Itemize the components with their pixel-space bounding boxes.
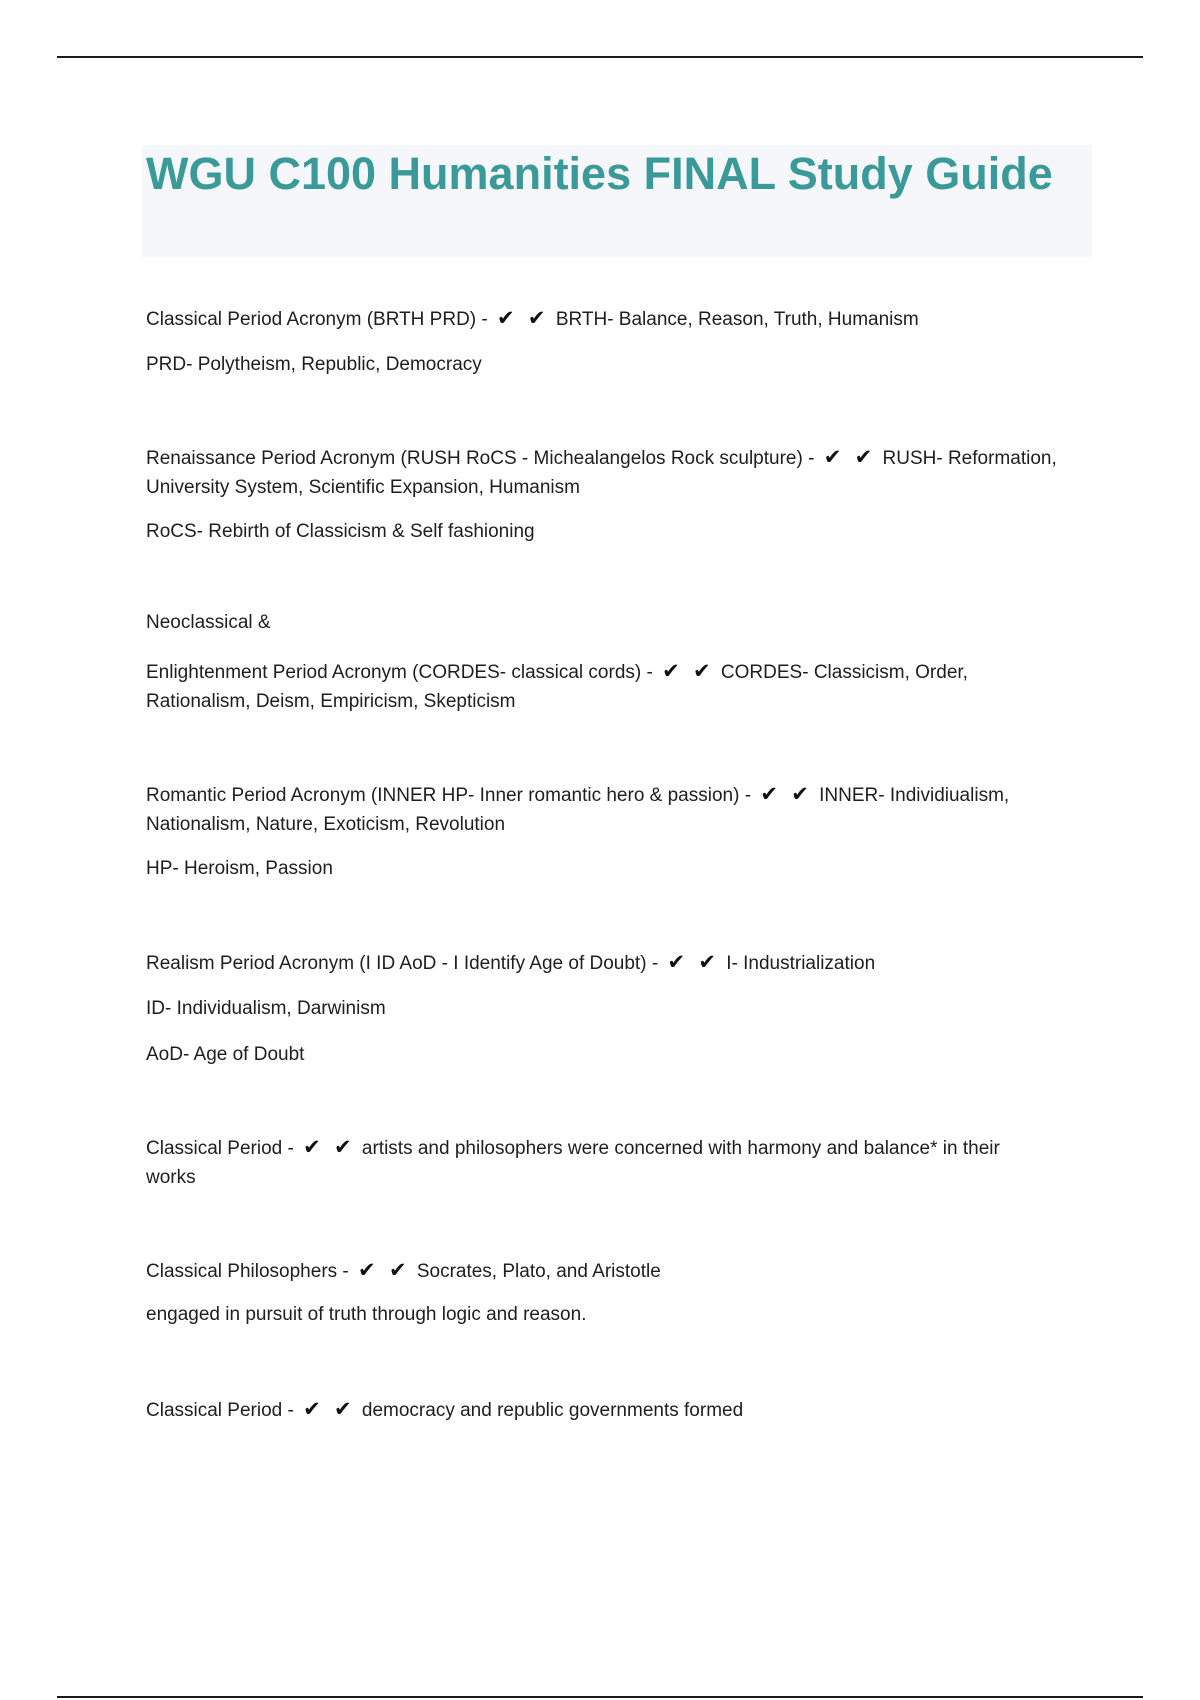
qa-line [146, 442, 1096, 474]
answer-text: INNER- Individiualism, [819, 785, 1010, 806]
answer-text: CORDES- Classicism, Order, [720, 662, 968, 683]
answer-text: Socrates, Plato, and Aristotle [416, 1261, 661, 1282]
double-check-icon: ✔ ✔ [667, 950, 719, 974]
answer-line [146, 1040, 1096, 1070]
question-line [146, 608, 1096, 638]
double-check-icon: ✔ ✔ [823, 445, 876, 469]
question-text: Realism Period Acronym (I ID AoD - I Identify Age of Doubt) - [146, 953, 659, 974]
answer-text: artists and philosophers were concerned with harmony and balance* in their [361, 1138, 1000, 1159]
qa-line [146, 1394, 1096, 1426]
answer-line [146, 350, 1096, 380]
qa-line [146, 656, 1096, 688]
header-rule [57, 56, 1143, 58]
double-check-icon: ✔ ✔ [662, 659, 714, 683]
answer-line [146, 687, 1096, 717]
question-text: Renaissance Period Acronym (RUSH RoCS - Michealangelos Rock sculpture) - [146, 448, 815, 469]
answer-text: Nationalism, Nature, Exoticism, Revolution [146, 814, 506, 835]
double-check-icon: ✔ ✔ [760, 782, 812, 806]
question-text: Classical Period - [146, 1400, 294, 1421]
question-text: Classical Period - [146, 1138, 294, 1159]
footer-rule [57, 1696, 1143, 1698]
answer-line [146, 810, 1096, 840]
question-text: Classical Period Acronym (BRTH PRD) - [146, 309, 488, 330]
answer-line [146, 517, 1096, 547]
answer-text: Rationalism, Deism, Empiricism, Skepticism [146, 691, 516, 712]
answer-text: RUSH- Reformation, [882, 448, 1057, 469]
answer-text: engaged in pursuit of truth through logic and reason. [146, 1304, 587, 1325]
question-text: Classical Philosophers - [146, 1261, 349, 1282]
answer-text: RoCS- Rebirth of Classicism & Self fashioning [146, 521, 535, 542]
answer-text: democracy and republic governments formed [361, 1400, 744, 1421]
answer-line [146, 1163, 1096, 1193]
double-check-icon: ✔ ✔ [358, 1258, 410, 1282]
question-text: Enlightenment Period Acronym (CORDES- classical cords) - [146, 662, 653, 683]
answer-text: I- Industrialization [726, 953, 876, 974]
double-check-icon: ✔ ✔ [303, 1135, 355, 1159]
question-text: Romantic Period Acronym (INNER HP- Inner romantic hero & passion) - [146, 785, 752, 806]
document-title: WGU C100 Humanities FINAL Study Guide [146, 148, 1053, 199]
answer-line [146, 994, 1096, 1024]
answer-text: BRTH- Balance, Reason, Truth, Humanism [555, 309, 919, 330]
answer-text: works [146, 1167, 196, 1188]
double-check-icon: ✔ ✔ [303, 1397, 355, 1421]
qa-line [146, 947, 1096, 979]
answer-line [146, 854, 1096, 884]
answer-text: ID- Individualism, Darwinism [146, 998, 386, 1019]
qa-line [146, 779, 1096, 811]
qa-line [146, 1255, 1096, 1287]
answer-text: University System, Scientific Expansion, Humanism [146, 477, 580, 498]
answer-text: PRD- Polytheism, Republic, Democracy [146, 354, 482, 375]
qa-line [146, 303, 1096, 335]
question-text: Neoclassical & [146, 612, 271, 633]
answer-line [146, 473, 1096, 503]
double-check-icon: ✔ ✔ [497, 306, 549, 330]
answer-text: HP- Heroism, Passion [146, 858, 333, 879]
qa-line [146, 1132, 1096, 1164]
answer-text: AoD- Age of Doubt [146, 1044, 305, 1065]
answer-line [146, 1300, 1096, 1330]
